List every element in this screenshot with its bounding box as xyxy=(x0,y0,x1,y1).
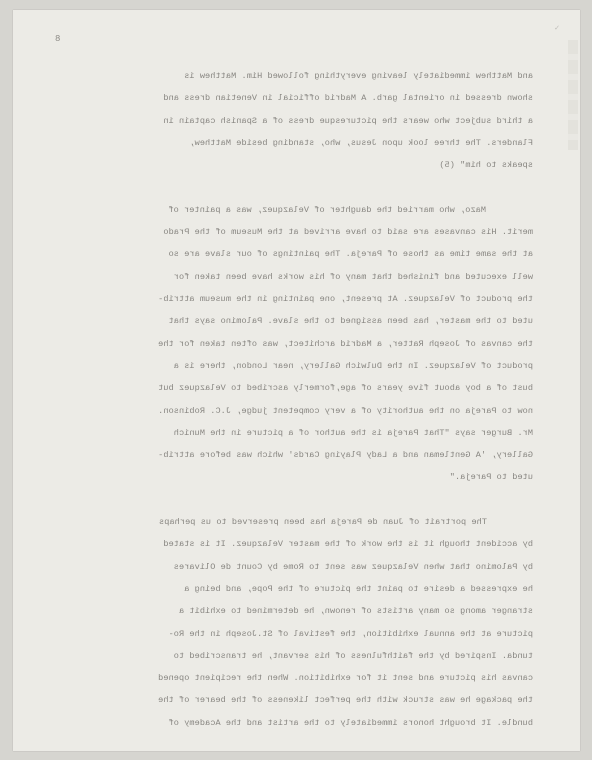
document-page xyxy=(13,10,580,751)
bleed-through-text-layer xyxy=(13,10,580,751)
text-line: stranger among so many artists of renown, he determined to exhibit a xyxy=(178,606,533,617)
text-line: bust of a boy about five years of age,formerly ascribed to Velazquez but xyxy=(158,383,533,394)
text-line: Mazo, who married the daughter of Velazquez, was a painter of xyxy=(168,204,486,215)
text-line: a third subject who wears the picturesque dress of a Spanish captain in xyxy=(163,115,533,126)
text-line: he expressed a desire to paint the picture of the Pope, and being a xyxy=(184,583,533,594)
text-line: tunda. Inspired by the faithfulness of his servant, he transcribed to xyxy=(173,650,533,661)
text-line: now to Pareja on the authority of a very competent judge, J.C. Robinson. xyxy=(158,405,533,416)
text-line: shown dressed in oriental garb. A Madrid official in Venetian dress and xyxy=(163,93,533,104)
text-line: uted to Pareja." xyxy=(449,472,533,483)
page-number: 8 xyxy=(55,34,61,44)
text-line: uted to the master, has been assigned to the slave. Palomino says that xyxy=(168,316,533,327)
text-line: picture at the annual exhibition, the festival of St.Joseph in the Ro- xyxy=(168,628,533,639)
text-line: Mr. Burger says "That Pareja is the author of a picture in the Munich xyxy=(173,427,533,438)
text-line: The portrait of Juan de Pareja has been preserved to us perhaps xyxy=(158,517,487,527)
text-line: product of Velazquez. In the Dulwich Gallery, near London, there is a xyxy=(173,360,533,371)
text-line: and Matthew immediately leaving everything followed Him. Matthew is xyxy=(184,71,533,81)
text-line: speaks to him" (5) xyxy=(439,160,533,171)
text-line: merit. His canvases are said to have arrived at the Museum of the Prado xyxy=(163,227,533,238)
text-line: Flanders. The three look upon Jesus, who, standing beside Matthew, xyxy=(189,137,533,148)
text-line: the package he was struck with the perfect likeness of the bearer of the xyxy=(158,695,533,706)
text-line: bundle. It brought honors immediately to the artist and the Academy of xyxy=(168,717,533,728)
text-line: by Palomino that when Velazquez was sent to Rome by Count de Olivares xyxy=(173,561,533,572)
text-line: the canvas of Joseph Ratter, a Madrid architect, was often taken for the xyxy=(158,338,533,349)
text-line: the product of Velazquez. At present, one painting in the museum attrib- xyxy=(158,294,533,304)
text-line: Gallery, 'A Gentleman and a Lady Playing Cards' which was before attrib- xyxy=(158,450,533,461)
text-line: at the same time as those of Pareja. The paintings of our slave are so xyxy=(168,249,533,260)
text-line: by accident though it is the work of the master Velazquez. It is stated xyxy=(163,539,533,550)
check-mark-icon: ✓ xyxy=(554,24,560,32)
text-line: well executed and finished that many of his works have been taken for xyxy=(173,271,533,282)
text-line: canvas his picture and sent it for exhibition. When the recipient opened xyxy=(158,673,533,684)
